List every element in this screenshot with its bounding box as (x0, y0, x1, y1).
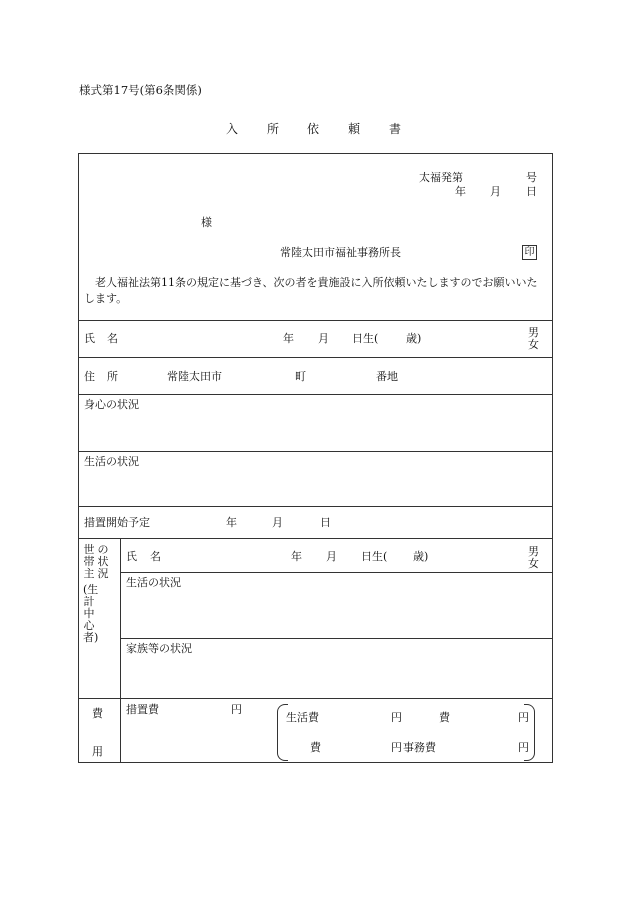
divider (78, 538, 553, 539)
household-side-1: 世帯主 (83, 543, 95, 580)
name-label-1: 氏 (84, 332, 95, 345)
divider (78, 451, 553, 452)
name-label-2: 名 (107, 332, 118, 345)
address-label-2: 所 (107, 370, 118, 383)
hh-living-label: 生活の状況 (126, 576, 181, 589)
date-month: 月 (490, 185, 501, 198)
form-number: 様式第17号(第6条関係) (79, 83, 202, 97)
title-char: 書 (389, 122, 402, 136)
address-city: 常陸太田市 (167, 370, 222, 383)
costs-side-1: 費 (92, 707, 103, 720)
start-label: 措置開始予定 (84, 516, 150, 529)
household-side-3: (生計中心者) (83, 583, 99, 644)
start-month: 月 (272, 516, 283, 529)
divider (78, 394, 553, 395)
mind-body-label: 身心の状況 (84, 398, 139, 411)
living-cost-yen: 円 (391, 711, 402, 724)
cost-yen-2: 円 (391, 741, 402, 754)
household-side-2: の状況 (97, 543, 109, 580)
start-year: 年 (226, 516, 237, 529)
living-cost-label: 生活費 (286, 711, 319, 724)
issuer-no-prefix: 太福発第 (419, 171, 463, 184)
title-char: 入 (226, 122, 239, 136)
hh-birth-year: 年 (291, 550, 302, 563)
title-char: 依 (307, 122, 320, 136)
age: 歳) (406, 332, 422, 345)
sex-male: 男 (528, 326, 539, 339)
divider (120, 638, 553, 639)
birth-year: 年 (283, 332, 294, 345)
living-label: 生活の状況 (84, 455, 139, 468)
divider (78, 698, 553, 699)
hh-family-label: 家族等の状況 (126, 642, 192, 655)
address-lot: 番地 (376, 370, 398, 383)
issuer-no-suffix: 号 (526, 171, 537, 184)
seal-mark: 印 (522, 245, 537, 260)
hh-age: 歳) (413, 550, 429, 563)
addressee-suffix: 様 (201, 216, 212, 229)
divider (78, 506, 553, 507)
office-cost-label: 事務費 (403, 741, 436, 754)
sex-female: 女 (528, 338, 539, 351)
divider (120, 538, 121, 763)
divider (78, 357, 553, 358)
measure-cost-yen: 円 (231, 703, 242, 716)
title-char: 頼 (348, 122, 361, 136)
divider (120, 572, 553, 573)
form-frame (78, 153, 553, 763)
cost-label-2: 費 (310, 741, 321, 754)
address-town: 町 (295, 370, 306, 383)
start-day: 日 (320, 516, 331, 529)
date-year: 年 (455, 185, 466, 198)
date-day: 日 (526, 185, 537, 198)
hh-sex-male: 男 (528, 545, 539, 558)
title-char: 所 (267, 122, 280, 136)
measure-cost-label: 措置費 (126, 703, 159, 716)
cost-label-1: 費 (439, 711, 450, 724)
address-label-1: 住 (84, 370, 95, 383)
birth-month: 月 (318, 332, 329, 345)
office-cost-yen: 円 (518, 741, 529, 754)
body-text: 老人福祉法第11条の規定に基づき、次の者を貴施設に入所依頼いたしますのでお願いいたします。 (84, 276, 538, 305)
sender: 常陸太田市福祉事務所長 (280, 246, 401, 259)
birth-day: 日生( (352, 332, 379, 345)
hh-birth-month: 月 (326, 550, 337, 563)
cost-yen-1: 円 (518, 711, 529, 724)
divider (78, 320, 553, 321)
hh-sex-female: 女 (528, 557, 539, 570)
hh-name-label-1: 氏 (126, 550, 137, 563)
hh-name-label-2: 名 (150, 550, 161, 563)
hh-birth-day: 日生( (361, 550, 388, 563)
costs-side-2: 用 (92, 745, 103, 758)
